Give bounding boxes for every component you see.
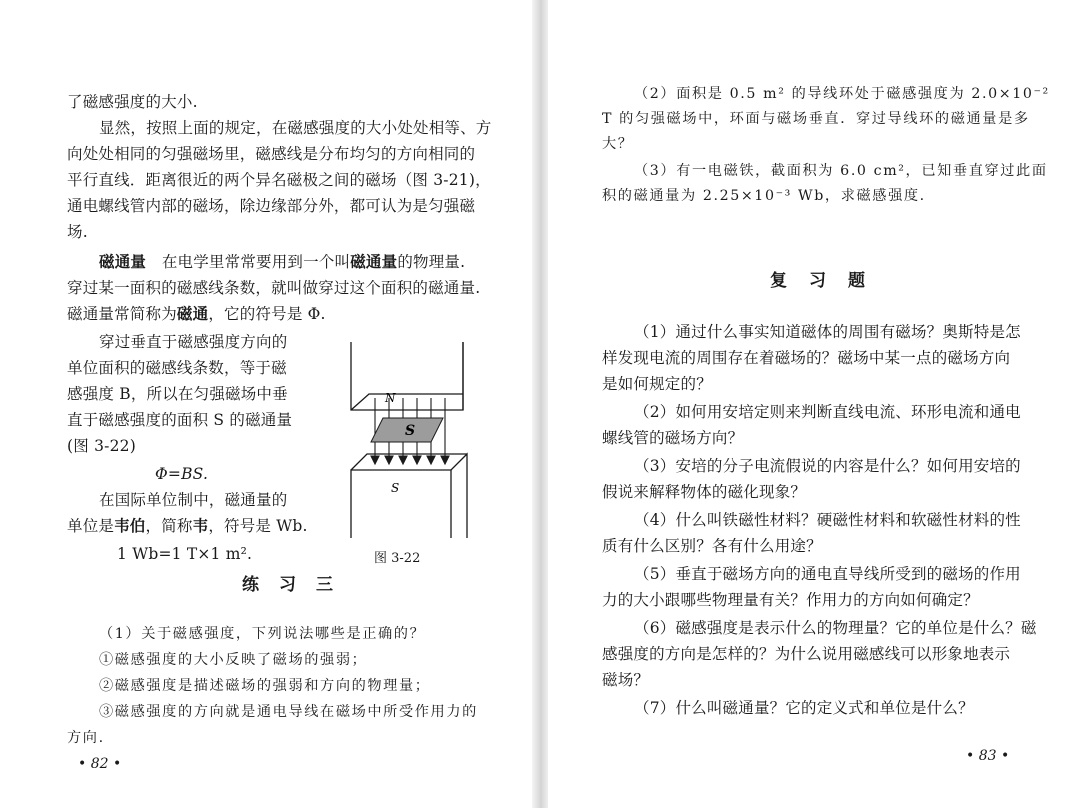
text-line: 在国际单位制中，磁通量的: [99, 491, 288, 509]
review-heading: [770, 266, 865, 291]
review-line: 磁场？: [602, 671, 650, 689]
term-flux: 磁通量: [99, 252, 147, 271]
text-span: ，它的符号是 Φ.: [208, 305, 326, 323]
text-line: 穿过某一面积的磁感线条数，就叫做穿过这个面积的磁通量.: [67, 279, 481, 297]
exercise-line: （1）关于磁感强度，下列说法哪些是正确的？: [99, 626, 426, 642]
review-line: （1）通过什么事实知道磁体的周围有磁场？奥斯特是怎: [634, 323, 1021, 341]
flux-abbrev-line: [67, 304, 326, 324]
figure-caption: 图 3-22: [374, 551, 421, 566]
text-span: 单位是: [67, 517, 115, 535]
review-line: （2）如何用安培定则来判断直线电流、环形电流和通电: [634, 403, 1021, 421]
exercise-line: （2）面积是 0.5 m² 的导线环处于磁感强度为 2.0×10⁻²: [634, 86, 1050, 102]
exercise-line: （3）有一电磁铁，截面积为 6.0 cm²，已知垂直穿过此面: [634, 163, 1048, 179]
formula-flux: Φ=BS.: [155, 465, 209, 483]
review-line: 假说来解释物体的磁化现象？: [602, 483, 807, 501]
magnet-figure: [345, 338, 475, 538]
term-flux-short: 磁通: [176, 304, 209, 323]
label-area: S: [405, 423, 416, 439]
text-line: 向处处相同的匀强磁场里，磁感线是分布均匀的方向相同的: [67, 145, 476, 163]
review-line: （3）安培的分子电流假说的内容是什么？如何用安培的: [634, 457, 1021, 475]
exercise-line: 积的磁通量为 2.25×10⁻³ Wb，求磁感强度.: [602, 188, 926, 204]
review-line: 螺线管的磁场方向？: [602, 429, 744, 447]
text-line: 显然，按照上面的规定，在磁感强度的大小处处相等、方: [99, 119, 492, 137]
magnet-diagram: [345, 338, 475, 538]
heading-char: 习: [279, 575, 296, 595]
review-line: （5）垂直于磁场方向的通电直导线所受到的磁场的作用: [634, 565, 1021, 583]
review-line: 感强度的方向是怎样的？为什么说用磁感线可以形象地表示: [602, 645, 1011, 663]
text-line: 单位面积的磁感线条数，等于磁: [67, 359, 287, 377]
heading-char: 题: [848, 271, 865, 291]
label-north: N: [385, 391, 396, 405]
north-pole: [351, 342, 463, 410]
exercise-heading: [242, 570, 333, 595]
unit-line: [67, 516, 308, 536]
text-line: 平行直线．距离很近的两个异名磁极之间的磁场（图 3-21)，: [67, 171, 491, 189]
text-line: 了磁感强度的大小.: [67, 93, 198, 111]
review-line: 质有什么区别？各有什么用途？: [602, 537, 822, 555]
text-line: 场.: [67, 223, 88, 241]
text-span: 的物理量.: [397, 253, 466, 271]
term-wei: 韦: [192, 516, 209, 535]
review-line: 是如何规定的？: [602, 375, 712, 393]
label-south: S: [391, 481, 400, 495]
exercise-line: ③磁感强度的方向就是通电导线在磁场中所受作用力的: [99, 704, 478, 720]
heading-char: 复: [770, 271, 787, 291]
review-line: （6）磁感强度是表示什么的物理量？它的单位是什么？磁: [634, 619, 1037, 637]
review-line: 力的大小跟哪些物理量有关？作用力的方向如何确定？: [602, 591, 979, 609]
term-weber: 韦伯: [114, 516, 146, 535]
text-span: 在电学里常常要用到一个叫: [161, 253, 351, 271]
review-line: 样发现电流的周围存在着磁场的？磁场中某一点的磁场方向: [602, 349, 1011, 367]
review-line: （4）什么叫铁磁性材料？硬磁性材料和软磁性材料的性: [634, 511, 1021, 529]
flux-paragraph-start: [99, 252, 465, 272]
book-gutter: [532, 0, 548, 808]
text-line: 直于磁感强度的面积 S 的磁通量: [67, 411, 293, 429]
text-line: 感强度 B，所以在匀强磁场中垂: [67, 385, 288, 403]
text-line: 通电螺线管内部的磁场，除边缘部分外，都可认为是匀强磁: [67, 197, 476, 215]
figure-reference: (图 3-22): [67, 437, 136, 455]
exercise-line: ②磁感强度是描述磁场的强弱和方向的物理量；: [99, 678, 431, 694]
review-line: （7）什么叫磁通量？它的定义式和单位是什么？: [634, 699, 974, 717]
text-line: 穿过垂直于磁感强度方向的: [99, 333, 288, 351]
page-number: • 83 •: [966, 748, 1010, 764]
exercise-line: 大？: [602, 136, 634, 152]
left-page: [0, 0, 532, 808]
heading-char: 三: [316, 575, 333, 595]
formula-weber: 1 Wb=1 T×1 m².: [117, 545, 253, 563]
south-pole: [351, 454, 467, 538]
exercise-line: 方向.: [67, 730, 105, 746]
exercise-line: T 的匀强磁场中，环面与磁场垂直．穿过导线环的磁通量是多: [602, 111, 1030, 127]
page-number: • 82 •: [78, 756, 122, 772]
heading-char: 习: [809, 271, 826, 291]
text-span: ，符号是 Wb.: [208, 517, 308, 535]
heading-char: 练: [242, 575, 259, 595]
term-flux-2: 磁通量: [350, 252, 398, 271]
text-span: ，简称: [145, 517, 193, 535]
text-span: 磁通量常简称为: [67, 305, 177, 323]
exercise-line: ①磁感强度的大小反映了磁场的强弱；: [99, 652, 368, 668]
right-page: [548, 0, 1080, 808]
